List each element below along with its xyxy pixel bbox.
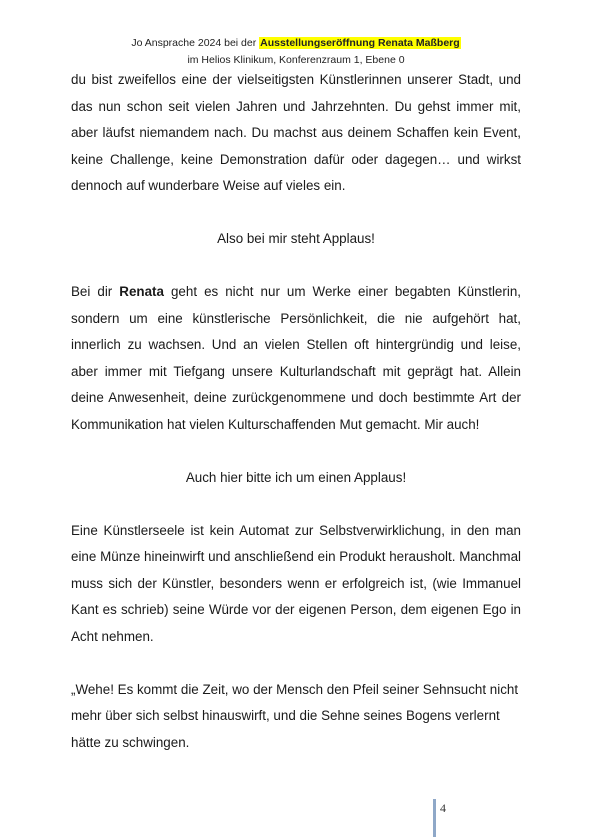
paragraph-3: Eine Künstlerseele ist kein Automat zur Selbstverwirklichung, in den man eine Münze hineinwirft und anschließend ein Produkt herausholt. Manchmal muss sich der Künstler, besonders wenn er erfolgreich ist, (wie Immanuel Kant es schrieb) seine Würde vor der eigenen Person, dem eigenen Ego in Acht nehmen. bbox=[71, 522, 521, 644]
header-prefix: Jo Ansprache 2024 bei der bbox=[131, 37, 260, 49]
header-line-2: im Helios Klinikum, Konferenzraum 1, Ebene 0 bbox=[187, 54, 405, 66]
paragraph-1: du bist zweifellos eine der vielseitigsten Künstlerinnen unserer Stadt, und das nun schon seit vielen Jahren und Jahrzehnten. Du gehst immer mit, aber läufst niemandem nach. Du machst aus deinem Schaffen kein Event, keine Challenge, keine Demonstration dafür oder dagegen… und wirkst dennoch auf wunderbare Weise auf vieles ein. bbox=[71, 72, 521, 193]
page-number: 4 bbox=[440, 801, 446, 815]
applause-line-2: Auch hier bitte ich um einen Applaus! bbox=[185, 469, 407, 485]
paragraph-2-pre: Bei dir bbox=[71, 284, 120, 299]
name-renata: Renata bbox=[119, 284, 164, 299]
paragraph-2 bbox=[71, 279, 521, 438]
page-number-bar bbox=[433, 799, 436, 837]
header-highlight: Ausstellungseröffnung Renata Maßberg bbox=[260, 37, 460, 49]
paragraph-2-post: geht es nicht nur um Werke einer begabten Künstlerin, sondern um eine künstlerische Persönlichkeit, die nie aufgehört hat, innerlich zu wachsen. Und an vielen Stellen oft hintergründig und leise, aber immer mit Tiefgang unsere Kulturlandschaft mit geprägt hat. Allein deine Anwesenheit, deine zurückgenommene und doch bestimmte Art der Kommunikation hat vielen Kulturschaffenden Mut gemacht. Mir auch! bbox=[71, 284, 521, 432]
header-line-1 bbox=[0, 35, 592, 52]
page-header bbox=[0, 35, 592, 69]
applause-line-1: Also bei mir steht Applaus! bbox=[217, 231, 375, 246]
paragraph-4-quote: „Wehe! Es kommt die Zeit, wo der Mensch den Pfeil seiner Sehnsucht nicht mehr über sich selbst hinauswirft, und die Sehne seines Bogens verlernt hätte zu schwingen. bbox=[71, 681, 519, 750]
document-body bbox=[71, 67, 521, 756]
